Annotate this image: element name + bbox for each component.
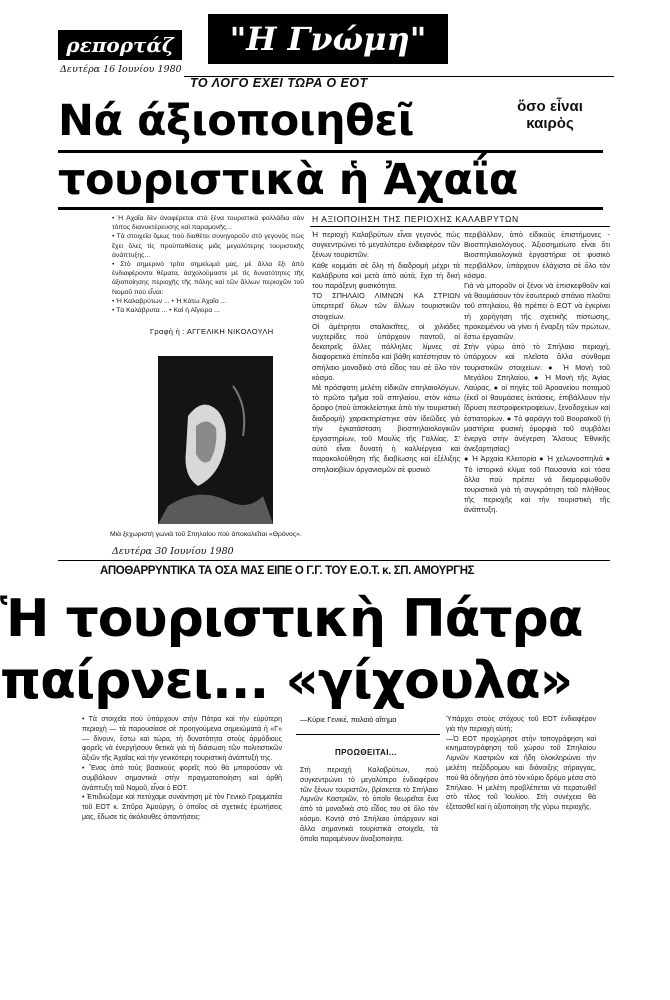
article-1-section-head: Η ΑΞΙΟΠΟΙΗΣΗ ΤΗΣ ΠΕΡΙΟΧΗΣ ΚΑΛΑΒΡΥΤΩΝ: [312, 214, 519, 224]
kicker-eot: ΤΟ ΛΟΓΟ ΕΧΕΙ ΤΩΡΑ Ο ΕΟΤ: [190, 76, 368, 90]
date-1980-06-16: Δευτέρα 16 Ιουνίου 1980: [60, 64, 182, 75]
photo-credit: Γραφὴ ἡ : ΑΓΓΕΛΙΚΗ ΝΙΚΟΛΟΥΛΗ: [150, 327, 274, 336]
headline-1-line-2: τουριστικὰ ἡ Ἀχαΐα: [58, 155, 518, 205]
article-2-col-2-head: ΠΡΟΩΘΕΙΤΑΙ...: [335, 748, 397, 757]
article-2-col-3: Ὑπάρχει στοὺς στόχους τοῦ ΕΟΤ ἐνδιαφέρον γιὰ τὴν περιοχὴ αὐτή; —Ὁ ΕΟΤ προχώρησε στὴν τοπογράφηση καὶ κινηματογράφηση τοῦ χώρου τοῦ Σπηλαίου Λιμνῶν Καστριῶν καὶ ἤδη ὁλοκληρώνει τὴν μελέτη πεζόδρομου καὶ διάνοιξης σήραγγας, ποὺ θὰ ὁδηγήσει ἀπὸ τὸν κύριο δρόμο μέσα στὸ Σπήλαιο. Ἡ μελέτη προβλέπεται νὰ περατωθεῖ στὸ τέλος τοῦ Ἰουλίου. Στὴ συνέχεια θὰ ἐξετασθεῖ καὶ ἡ ἀξιοποίηση τῆς γύρω περιοχῆς.: [446, 716, 596, 812]
masthead: [58, 12, 618, 90]
headline-1-aside: ὅσο εἶναι καιρὸς: [517, 98, 583, 132]
article-1-col-2: Ἡ περιοχὴ Καλαβρύτων εἶναι γεγονὸς πὼς συγκεντρώνει τὸ μεγαλύτερο ἐνδιαφέρον τῶν ξένων τουριστῶν. Κάθε κομμάτι σὲ ὅλη τὴ διαδρομὴ μέχρι τὰ Καλάβρυτα καὶ μετὰ ἀπὸ αὐτά, ἔχει τὴ δική του παράξενη φυσικότητα. ΤΟ ΣΠΗΛΑΙΟ ΛΙΜΝΩΝ ΚΑ ΣΤΡΙΩΝ ὑπερτερεῖ ὅλων τῶν ἄλλων τουριστικῶν στοιχείων. Οἱ ἀμέτρητοι σταλακτῖτες, οἱ χιλιάδες νυχτερίδες ποὺ ὑπάρχουν παντοῦ, οἱ δεκατρεῖς ἄλλες πάλληλες λίμνες σὲ διαφορετικὰ ἐπίπεδα καὶ βάθη κατέστησαν τὸ σπήλαιο μοναδικὸ στὸ εἶδος του σὲ ὅλο τὸν κόσμο. Μὲ πρόσφατη μελέτη εἰδικῶν σπηλαιολόγων, τὸ πρῶτο τμῆμα τοῦ σπηλαίου, στὸν κάτω ὄροφο (ποὺ ἀποκλείστηκε ἀπὸ τὴν τουριστικὴ διαδρομὴ) χαρακτηρίστηκε σὰν ἰδεῶδες γιὰ τὴν ἐγκατάσταση βιοσπηλαιολογικῶν ἐργαστηρίων, τοῦ Μουλὶς τῆς Γαλλίας. Σ' αὐτὸ εἶναι δυνατὴ ἡ καλλιέργεια καὶ παρακολούθηση τῆς διαβίωσης καὶ ἐξέλιξης σπηλαιοβίων ὀργανισμῶν σὲ φυσικὸ: [312, 230, 460, 474]
article-1-intro: • Ἡ Ἀχαΐα δὲν ἀναφέρεται στὰ ξένα τουριστικὰ φολλάδια σὰν τόπος διανυκτέρευσης καὶ παραμονῆς... • Τὰ στοιχεῖα ὅμως ποὺ διαθέτει συνηγοροῦν στὸ γεγονὸς πὼς ἔχει ὅλες τὶς προϋποθέσεις μιᾶς μεγαλύτερης τουριστικῆς ἀνάπτυξης... • Στὸ σημερινὸ τρίτο σημείωμά μας, μὲ ἄλλα ἔξι ἀπὸ ἐνδιαφέροντα θέματα, ἀσχολούμαστε μὲ τὶς δυνατότητες τῆς ἀξιοποίησης περιοχῆς τῆς πόλης καὶ τῶν ἄλλων περιοχῶν τοῦ Νομοῦ ποὺ εἶναι: • Ἡ Καλαβρύτων ... • Ἡ Κάτω Ἀχαΐα ... • Τὰ Καλάβρυτα ... • Καὶ ἡ Αἴγειρα ...: [112, 215, 304, 315]
article-2-col-2: Στὴ περιοχὴ Καλαβρύτων, ποὺ συγκεντρώνει τὸ μεγαλύτερο ἐνδιαφέρον τῶν ξένων τουριστῶν, βρίσκεται τὸ Σπήλαιο Λιμνῶν Καστριῶν, τὸ ὁποῖο θεωρεῖται ἕνα ἀπὸ τὰ μοναδικὰ στὸ εἶδος του σὲ ὅλο τὸν κόσμο. Κοντὰ στὸ Σπήλαιο ὑπάρχουν καὶ ἄλλα σημαντικὰ τουριστικὰ στοιχεῖα, τὰ ὁποῖα παραμένουν ἀναξιοποίητα.: [300, 767, 438, 843]
article-1-col-3: περιβάλλον, ἀπὸ εἰδικοὺς ἐπιστήμονες - Βιοσπηλαιολόγους. Ἀξιοσημείωτο εἶναι ὅτι Βιοσπηλαιολογικὰ ἐργαστήρια σὲ φυσικὸ περιβάλλον, ὑπάρχουν ἐλάχιστα σὲ ὅλο τὸν κόσμο. Γιὰ νὰ μποροῦν οἱ ξένοι νὰ ἐπισκεφθοῦν καὶ νὰ θαυμάσουν τὸν ἐσωτερικὸ σπάνιο πλοῦτο τοῦ σπηλαίου, θὰ πρέπει ὁ ΕΟΤ νὰ ἐγκρίνει τὴ χορήγηση τῆς σχετικῆς πίστωσης, προκειμένου νὰ γίνει ἡ ἔναρξη τῶν πρώτων, ἔστω ἐργασιῶν. Στὴν γύρω ἀπὸ τὸ Σπήλαιο περιοχή, ὑπάρχουν καὶ πλεῖστα ἄλλα σύνθομα τουριστικῶν στοιχείων: ● Ἡ Μονὴ τοῦ Μεγάλου Σπηλαίου, ● Ἡ Μονὴ τῆς Ἁγίας Λαύρας, ● οἱ πηγὲς τοῦ Ἀροανείου ποταμοῦ (ἐκεῖ οἱ θαυμάσιες ἐκτάσεις, ἐπιβάλλουν τὴν ἵδρυση πεστροφεκτροφείων, ξενοδοχείων καὶ ἑστιατορίων. ● Τὸ φαράγγι τοῦ Βουραϊκοῦ (ἡ μαστήρια φυσικὴ ὁμορφιὰ τοῦ συμβάλει ἐνεργὰ στὴν ἀνέγερση Ἄλσους Ἐθνικῆς ἀνεξαρτησίας) ● Ἡ Ἀρχαία Κλειτορία ● Ἡ χελωνοσπηλιά ● Τὸ ἱστορικὸ κλίμα τοῦ Παυσανία καὶ τόσα ἄλλα ποὺ πρέπει νὰ διαμορφωθοῦν τουριστικὰ γιὰ τὴ συγκράτηση τοῦ πλήθους τῆς περιοχῆς καὶ τὴν τουριστικὴ τῆς ἀνάπτυξη.: [464, 230, 610, 515]
photo-caption: Μιὰ ξεχωριστὴ γωνιὰ τοῦ Σπηλαίου ποὺ ἀποκαλεῖται «Θρόνος».: [110, 531, 302, 538]
headline-1-line-1: Νά άξιοποιηθεῖ: [58, 96, 414, 146]
kicker-amourgis: ΑΠΟΘΑΡΡΥΝΤΙΚΑ ΤΑ ΟΣΑ ΜΑΣ ΕΙΠΕ Ο Γ.Γ. ΤΟΥ Ε.Ο.Τ. κ. ΣΠ. ΑΜΟΥΡΓΗΣ: [100, 565, 475, 577]
cave-photo: [158, 356, 273, 524]
gnomi-label: "Η Γνώμη": [208, 14, 448, 64]
cave-photo-art: [158, 356, 273, 524]
headline-2-line-1: Ἡ τουριστικὴ Πάτρα: [0, 589, 583, 649]
headline-2-line-2: παίρνει... «γίχουλα»: [0, 651, 573, 711]
article-2-col-2-top: —Κύριε Γενικέ, παλαιὸ αἴτημα: [300, 715, 397, 724]
article-2-col-1: • Τὰ στοιχεῖα ποὺ ὑπάρχουν στὴν Πάτρα καὶ τὴν εὐρύτερη περιοχὴ — τὰ παρουσίασε σὲ προηγούμενα σημειώματά ἡ «Γ» — δίνουν, ἔστω καὶ τώρα, τὴ δυνατότητα στοὺς ἁρμόδιους φορεῖς νὰ ἐνεργήσουν θετικὰ γιὰ τὴ διάσωση τῶν πολιτιστικῶν ἀξιῶν τῆς Ἀχαΐας καὶ τὴν γενικότερη τουριστικὴ ἀνάπτυξή της. • Ἕνας ἀπὸ τοὺς βασικοὺς φορεῖς ποὺ θὰ μπορούσαν νὰ συμβάλουν σημαντικὰ στὴν πραγματοποίηση καὶ ὀρθὴ ἀνάπτυξη τοῦ Νομοῦ, εἶναι ὁ ΕΟΤ. • Ἐπιδιώξαμε καὶ πετύχαμε συνάντηση μὲ τὸν Γενικὸ Γραμματέα τοῦ ΕΟΤ κ. Σπῦρο Ἀμούργη, ὁ ὁποῖος σὲ σχετικὲς ἐρωτήσεις μας, ἔδωσε τὶς ἀκόλουθες ἀπαντήσεις:: [82, 716, 282, 821]
date-1980-06-30: Δευτέρα 30 Ιουνίου 1980: [112, 546, 234, 557]
reportaz-label: ρεπορτάζ: [58, 30, 182, 60]
